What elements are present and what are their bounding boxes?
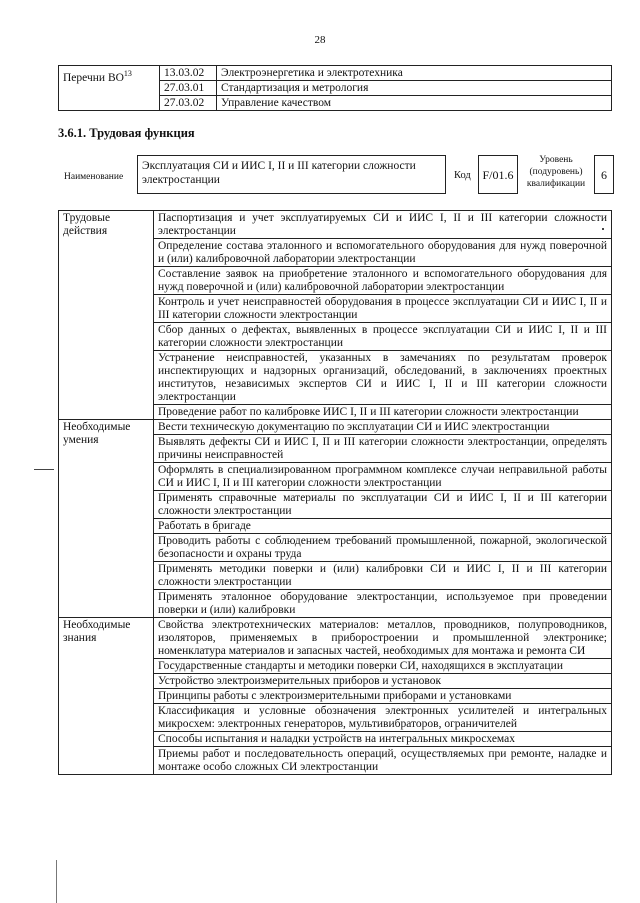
footnote-ref: 13 [123,69,132,78]
code-label: Код [454,170,471,181]
section-title: 3.6.1. Трудовая функция [58,126,195,140]
table-row [59,420,612,435]
function-code: F/01.6 [478,155,518,194]
item-cell: Сбор данных о дефектах, выявленных в процессе эксплуатации СИ и ИИС I, II и III категории сложности электростанции [154,323,612,351]
item-cell: Применять справочные материалы по эксплуатации СИ и ИИС I, II и III категории сложности электростанции [154,491,612,519]
category-cell: Необходимые знания [59,618,154,775]
name-label: Наименование [64,172,124,182]
item-cell: Устройство электроизмерительных приборов и установок [154,674,612,689]
program-name: Стандартизация и метрология [217,81,612,96]
program-code: 27.03.02 [160,96,217,111]
program-name: Управление качеством [217,96,612,111]
item-cell: Выявлять дефекты СИ и ИИС I, II и III категории сложности электростанции, определять причины неисправностей [154,435,612,463]
table-row [59,66,612,81]
item-cell: Государственные стандарты и методики поверки СИ, находящихся в эксплуатации [154,659,612,674]
qualification-level-label: Уровень (подуровень) квалификации [526,155,586,189]
qualification-level: 6 [594,155,614,194]
item-cell: Вести техническую документацию по эксплуатации СИ и ИИС электростанции [154,420,612,435]
category-cell: Необходимые умения [59,420,154,618]
table-row [59,618,612,659]
item-cell: Проводить работы с соблюдением требований промышленной, пожарной, экологической безопасности и охраны труда [154,534,612,562]
category-cell: Трудовые действия [59,211,154,420]
program-name: Электроэнергетика и электротехника [217,66,612,81]
page-number: 28 [314,34,326,46]
item-cell: Определение состава эталонного и вспомогательного оборудования для нужд поверочной и (или) калибровочной лаборатории электростанции [154,239,612,267]
margin-line [56,860,57,903]
program-code: 13.03.02 [160,66,217,81]
item-cell: Составление заявок на приобретение эталонного и вспомогательного оборудования для нужд поверочной и (или) калибровочной лаборатории электростанции [154,267,612,295]
program-code: 27.03.01 [160,81,217,96]
margin-dash [34,469,54,470]
item-cell: Применять методики поверки и (или) калибровки СИ и ИИС I, II и III категории сложности электростанции [154,562,612,590]
item-cell: Оформлять в специализированном программном комплексе случаи неправильной работы СИ и ИИС I, II и III категории сложности электростанции [154,463,612,491]
item-cell: Свойства электротехнических материалов: металлов, проводников, полупроводников, изоляторов, применяемых в приборостроении и промышленной электронике; номенклатура материалов и запасных частей, необходимых для монтажа и ремонта СИ [154,618,612,659]
item-cell: Классификация и условные обозначения электронных усилителей и интегральных микросхем: электронных генераторов, мультивибраторов, ограничителей [154,704,612,732]
lists-label-cell [59,66,160,111]
labor-function-table [58,210,612,775]
item-cell: Приемы работ и последовательность операций, осуществляемых при ремонте, наладке и монтаже особо сложных СИ электростанции [154,747,612,775]
item-cell: Проведение работ по калибровке ИИС I, II и III категории сложности электростанции [154,405,612,420]
item-cell: Способы испытания и наладки устройств на интегральных микросхемах [154,732,612,747]
item-cell: Контроль и учет неисправностей оборудования в процессе эксплуатации СИ и ИИС I, II и III категории сложности электростанции [154,295,612,323]
item-cell: Работать в бригаде [154,519,612,534]
education-lists-table [58,65,612,111]
function-name: Эксплуатация СИ и ИИС I, II и III категории сложности электростанции [137,155,446,194]
table-row [59,211,612,239]
item-cell: Принципы работы с электроизмерительными приборами и установками [154,689,612,704]
item-cell: Паспортизация и учет эксплуатируемых СИ и ИИС I, II и III категории сложности электростанции [154,211,612,239]
item-cell: Устранение неисправностей, указанных в замечаниях по результатам проверок инспектирующих и надзорных организаций, обследований, в заключениях проектных институтов, независимых экспертов СИ и ИИС I, II и III категории сложности электростанции [154,351,612,405]
lists-label: Перечни ВО [63,71,124,84]
item-cell: Применять эталонное оборудование электростанции, используемое при проведении поверки и (или) калибровки [154,590,612,618]
ink-speck [602,228,604,230]
